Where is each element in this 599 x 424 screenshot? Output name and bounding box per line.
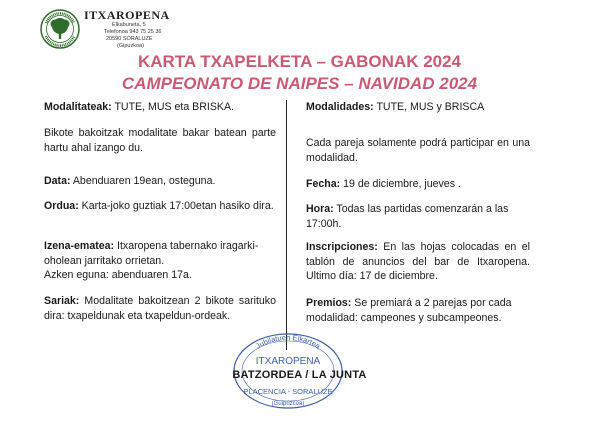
signature-junta: BATZORDEA / LA JUNTA xyxy=(232,369,367,381)
inscripciones-line xyxy=(306,240,530,284)
premios-line xyxy=(306,296,530,325)
izena-line xyxy=(44,239,276,283)
bikote-text: Bikote bakoitzak modalitate bakar batean parte hartu ahal izango du. xyxy=(44,127,276,154)
modalitateak-value: TUTE, MUS eta BRISKA. xyxy=(111,101,234,113)
sariak-line xyxy=(44,294,276,323)
ordua-value: Karta-joko guztiak 17:00etan hasiko dira. xyxy=(78,200,274,212)
bikote-text-block xyxy=(44,126,276,155)
izena-label: Izena-ematea: xyxy=(44,240,115,252)
data-label: Data: xyxy=(44,175,71,187)
inscripciones-value: En las hojas colocadas en el tablón de anuncios del bar de Itxaropena. Ultimo día: 17 de diciembre. xyxy=(306,241,530,283)
hora-value: Todas las partidas comenzarán a las 17:00h. xyxy=(306,203,509,230)
modalitateak-label: Modalitateak: xyxy=(44,101,112,113)
title-spanish: CAMPEONATO DE NAIPES – NAVIDAD 2024 xyxy=(121,74,478,93)
title-basque: KARTA TXAPELKETA – GABONAK 2024 xyxy=(137,52,462,71)
data-value: Abenduaren 19ean, osteguna. xyxy=(70,175,216,187)
modalitateak-line xyxy=(44,100,276,115)
stamp-city: PLACENCIA - SORALUZE xyxy=(243,387,333,396)
hora-line xyxy=(306,202,530,231)
stamp-province: (Guipúzcoa) xyxy=(271,401,305,407)
ordua-label: Ordua: xyxy=(44,200,79,212)
sariak-value: Modalitate bakoitzean 2 bikote sarituko dira: txapeldunak eta txapeldun-ordeak. xyxy=(44,295,276,322)
stamp-name: ITXAROPENA xyxy=(255,356,321,367)
premios-value: Se premiará a 2 parejas por cada modalidad: campeones y subcampeones. xyxy=(306,297,512,324)
inscripciones-label: Inscripciones: xyxy=(306,241,378,253)
column-divider xyxy=(286,100,287,350)
data-line xyxy=(44,174,276,189)
premios-label: Premios: xyxy=(306,297,352,309)
tree-emblem-icon xyxy=(40,9,80,49)
izena-value: Itxaropena tabernako iragarki-oholean jarritako orrietan. xyxy=(44,240,259,267)
sariak-label: Sariak: xyxy=(44,295,80,307)
org-phone: Telefonoa 943 75 25 36 xyxy=(104,29,162,35)
org-postcode: 20590 SORALUZE xyxy=(106,36,153,42)
stamp-top-arc: Jubilatuen Elkartea xyxy=(253,332,323,351)
modalidades-label: Modalidades: xyxy=(306,101,374,113)
fecha-value: 19 de diciembre, jueves . xyxy=(340,178,461,190)
org-province: (Gipuzkoa) xyxy=(117,43,144,49)
azken-text: Azken eguna: abenduaren 17a. xyxy=(44,269,192,282)
org-address: Elkabuneta, 5 xyxy=(112,22,146,28)
modalidades-line xyxy=(306,100,530,115)
pareja-text: Cada pareja solamente podrá participar en una modalidad. xyxy=(306,137,530,164)
pareja-text-block xyxy=(306,136,530,165)
hora-label: Hora: xyxy=(306,203,334,215)
fecha-label: Fecha: xyxy=(306,178,341,190)
fecha-line xyxy=(306,177,530,192)
modalidades-value: TUTE, MUS y BRISCA xyxy=(373,101,485,113)
org-name: ITXAROPENA xyxy=(84,8,170,22)
ordua-line xyxy=(44,199,276,214)
